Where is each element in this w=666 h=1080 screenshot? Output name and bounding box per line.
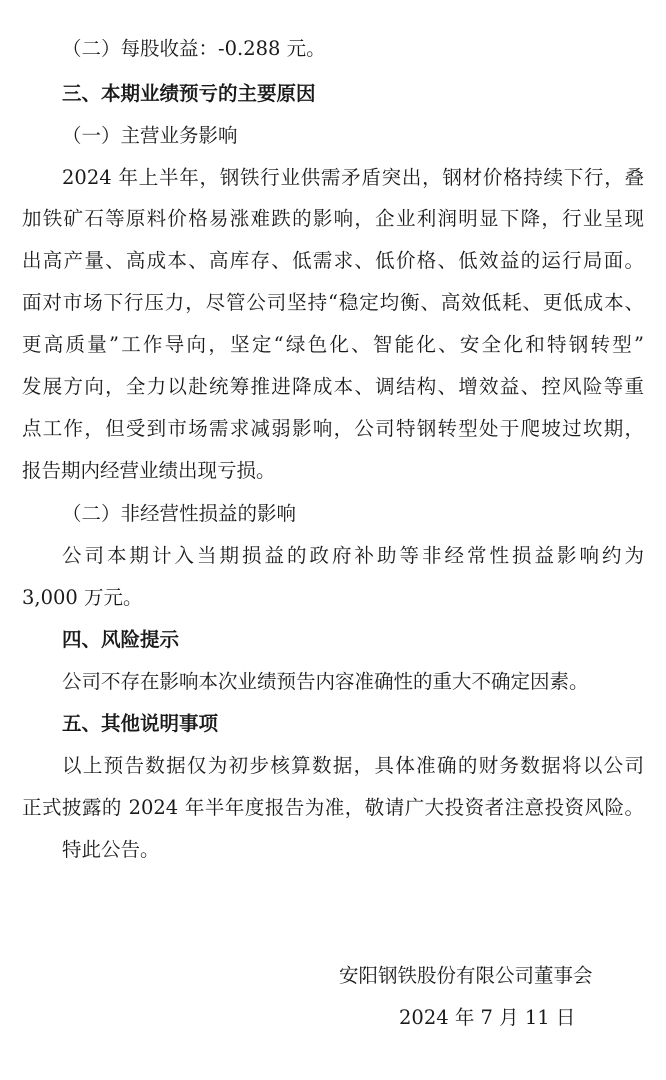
- paragraph-line: 更高质量”工作导向，坚定“绿色化、智能化、安全化和特钢转型”: [22, 333, 644, 356]
- paragraph-line: 报告期内经营业绩出现亏损。: [22, 459, 276, 482]
- paragraph-line: 正式披露的 2024 年半年度报告为准，敬请广大投资者注意投资风险。: [22, 796, 644, 819]
- signature-date: 2024 年 7 月 11 日: [399, 1006, 576, 1029]
- paragraph-line: 发展方向，全力以赴统筹推进降成本、调结构、增效益、控风险等重: [22, 375, 644, 398]
- closing-line: 特此公告。: [62, 838, 160, 861]
- paragraph-line: 点工作，但受到市场需求减弱影响，公司特钢转型处于爬坡过坎期，: [22, 417, 644, 440]
- paragraph-line: 公司不存在影响本次业绩预告内容准确性的重大不确定因素。: [62, 670, 589, 693]
- subsection-2-heading: （二）非经营性损益的影响: [62, 502, 297, 525]
- subsection-1-heading: （一）主营业务影响: [62, 124, 238, 147]
- paragraph-line: 公司本期计入当期损益的政府补助等非经常性损益影响约为: [62, 544, 644, 567]
- eps-line: （二）每股收益：-0.288 元。: [62, 37, 326, 60]
- paragraph-line: 2024 年上半年，钢铁行业供需矛盾突出，钢材价格持续下行，叠: [62, 166, 644, 189]
- paragraph-line: 以上预告数据仅为初步核算数据，具体准确的财务数据将以公司: [62, 754, 644, 777]
- paragraph-line: 面对市场下行压力，尽管公司坚持“稳定均衡、高效低耗、更低成本、: [22, 291, 644, 314]
- paragraph-line: 出高产量、高成本、高库存、低需求、低价格、低效益的运行局面。: [22, 249, 644, 272]
- paragraph-line: 加铁矿石等原料价格易涨难跌的影响，企业利润明显下降，行业呈现: [22, 207, 644, 230]
- section-4-heading: 四、风险提示: [62, 628, 180, 651]
- section-3-heading: 三、本期业绩预亏的主要原因: [62, 82, 316, 105]
- signature-company: 安阳钢铁股份有限公司董事会: [339, 964, 593, 987]
- paragraph-line: 3,000 万元。: [22, 586, 143, 609]
- section-5-heading: 五、其他说明事项: [62, 712, 219, 735]
